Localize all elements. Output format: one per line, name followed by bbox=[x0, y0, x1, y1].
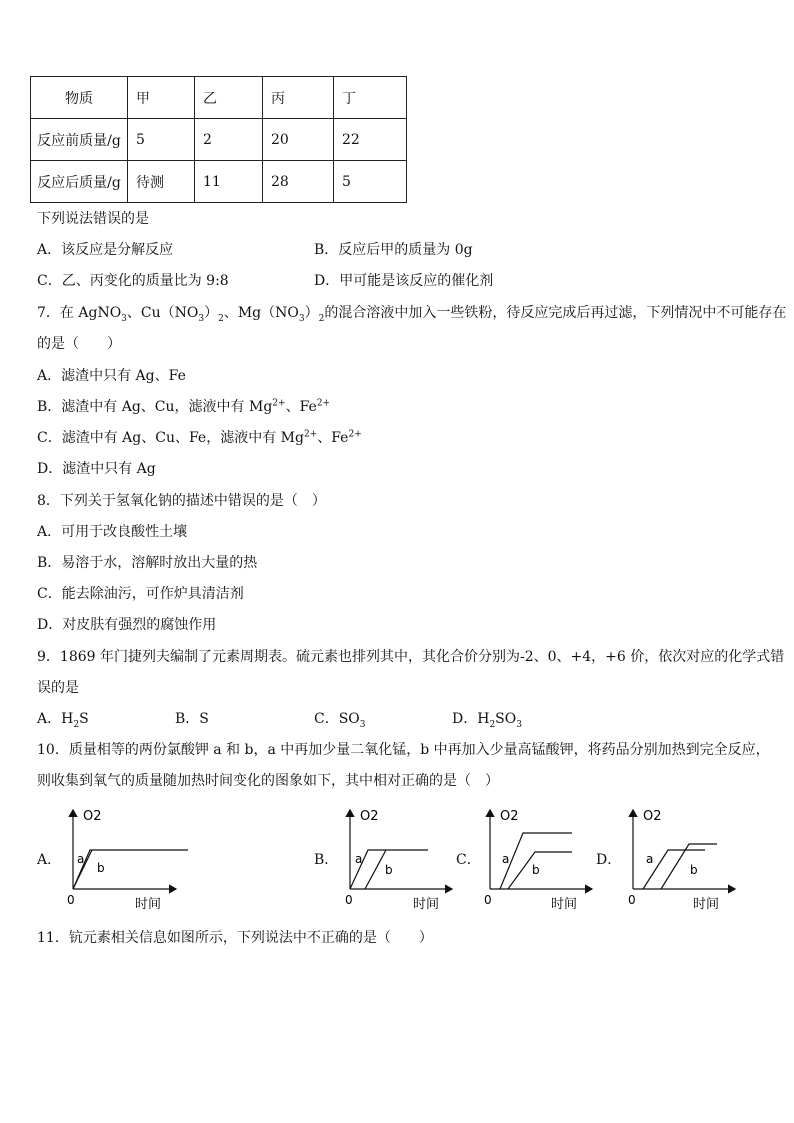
q7-stem-text: 的混合溶液中加入一些铁粉，待反应完成后再过滤，下列情况中不可能存在 bbox=[324, 305, 787, 321]
graph-d-label: D． bbox=[596, 852, 622, 868]
y-axis-label: O2 bbox=[500, 809, 519, 824]
table-cell: 22 bbox=[334, 119, 407, 161]
q10-stem-line2: 则收集到氧气的质量随加热时间变化的图象如下，其中相对正确的是（ ） bbox=[37, 773, 499, 789]
table-cell: 反应前质量/g bbox=[31, 119, 128, 161]
q7-option-c-text: 、Fe bbox=[317, 430, 349, 446]
table-cell: 11 bbox=[195, 161, 263, 203]
curve-b-label: b bbox=[532, 863, 540, 877]
origin-label: 0 bbox=[67, 893, 75, 907]
graph-a bbox=[67, 809, 188, 912]
q9-option-d-text: D．H bbox=[452, 711, 490, 727]
subscript: 3 bbox=[298, 313, 305, 324]
graph-a-label: A． bbox=[37, 852, 62, 868]
subscript: 2 bbox=[73, 719, 80, 730]
origin-label: 0 bbox=[628, 893, 636, 907]
q9-option-a-text: A．H bbox=[37, 711, 74, 727]
table-cell: 丙 bbox=[263, 77, 334, 119]
q9-option-d bbox=[452, 709, 522, 729]
graph-c bbox=[484, 809, 592, 912]
q7-stem-text: 、Mg（NO bbox=[223, 305, 299, 321]
q6-option-d: D．甲可能是该反应的催化剂 bbox=[314, 273, 494, 289]
x-axis-label: 时间 bbox=[135, 897, 162, 912]
q7-number: 7． bbox=[37, 305, 60, 321]
y-axis-label: O2 bbox=[643, 809, 662, 824]
q6-stem: 下列说法错误的是 bbox=[37, 211, 149, 227]
table-cell: 5 bbox=[128, 119, 195, 161]
q9-stem-line2: 误的是 bbox=[37, 680, 79, 696]
q6-option-b: B．反应后甲的质量为 0g bbox=[314, 242, 473, 258]
table-cell: 反应后质量/g bbox=[31, 161, 128, 203]
mass-table bbox=[30, 76, 407, 203]
table-cell: 甲 bbox=[128, 77, 195, 119]
table-header-row bbox=[31, 77, 407, 119]
q9-option-a bbox=[37, 709, 89, 729]
graph-b-label: B． bbox=[314, 852, 339, 868]
table-cell: 5 bbox=[334, 161, 407, 203]
q8-option-b: B．易溶于水，溶解时放出大量的热 bbox=[37, 555, 258, 571]
q7-option-c bbox=[37, 428, 362, 448]
q9-option-c-text: C．SO bbox=[314, 711, 360, 727]
table-cell: 待测 bbox=[128, 161, 195, 203]
curve-a-label: a bbox=[355, 852, 363, 866]
origin-label: 0 bbox=[345, 893, 353, 907]
graph-b bbox=[345, 809, 452, 912]
q9-option-d-text: SO bbox=[495, 711, 517, 727]
q6-option-c: C．乙、丙变化的质量比为 9:8 bbox=[37, 273, 229, 289]
curve-a bbox=[73, 850, 188, 889]
curve-a bbox=[500, 833, 572, 889]
superscript: 2+ bbox=[303, 429, 318, 440]
curve-b-label: b bbox=[97, 861, 105, 875]
curve-a-label: a bbox=[77, 852, 85, 866]
q9-option-b: B．S bbox=[175, 711, 209, 727]
q6-option-a: A．该反应是分解反应 bbox=[37, 242, 174, 258]
q9-option-a-text: S bbox=[79, 711, 89, 727]
q7-option-a: A．滤渣中只有 Ag、Fe bbox=[37, 368, 186, 384]
q7-option-c-text: C．滤渣中有 Ag、Cu、Fe，滤液中有 Mg bbox=[37, 430, 304, 446]
q9-stem: 9．1869 年门捷列夫编制了元素周期表。硫元素也排列其中，其化合价分别为-2、0、+4，+6 价，依次对应的化学式错 bbox=[37, 649, 785, 665]
subscript: 3 bbox=[359, 719, 366, 730]
q7-stem-line2: 的是（ ） bbox=[37, 336, 121, 352]
q7-option-d: D．滤渣中只有 Ag bbox=[37, 461, 156, 477]
curve-b-label: b bbox=[385, 863, 393, 877]
superscript: 2+ bbox=[316, 398, 331, 409]
subscript: 3 bbox=[121, 313, 127, 324]
table-cell: 乙 bbox=[195, 77, 263, 119]
subscript: 2 bbox=[218, 313, 224, 324]
q8-option-d: D．对皮肤有强烈的腐蚀作用 bbox=[37, 617, 217, 633]
y-axis-label: O2 bbox=[83, 809, 102, 824]
origin-label: 0 bbox=[484, 893, 492, 907]
graph-d bbox=[628, 809, 735, 912]
q10-stem: 10．质量相等的两份氯酸钾 a 和 b，a 中再加少量二氧化锰，b 中再加入少量高锰酸钾，将药品分别加热到完全反应， bbox=[37, 742, 770, 758]
q7-option-b-text: 、Fe bbox=[285, 399, 317, 415]
superscript: 2+ bbox=[272, 398, 286, 409]
q8-option-c: C．能去除油污，可作炉具清洁剂 bbox=[37, 586, 244, 602]
q9-option-c bbox=[314, 709, 366, 729]
curve-b-label: b bbox=[690, 863, 698, 877]
x-axis-label: 时间 bbox=[693, 897, 720, 912]
q7-stem-text: ） bbox=[204, 305, 219, 321]
x-axis-label: 时间 bbox=[413, 897, 440, 912]
subscript: 3 bbox=[198, 313, 205, 324]
x-axis-label: 时间 bbox=[551, 897, 578, 912]
superscript: 2+ bbox=[348, 429, 362, 440]
subscript: 2 bbox=[489, 719, 496, 730]
q7-stem-text: ） bbox=[304, 305, 319, 321]
curve-b bbox=[508, 852, 572, 889]
q11-stem: 11．钪元素相关信息如图所示，下列说法中不正确的是（ ） bbox=[37, 930, 433, 946]
table-cell: 2 bbox=[195, 119, 263, 161]
q8-stem: 8．下列关于氢氧化钠的描述中错误的是（ ） bbox=[37, 493, 326, 509]
subscript: 3 bbox=[516, 719, 522, 730]
q7-stem-text: 、Cu（NO bbox=[126, 305, 199, 321]
q7-stem-text: 在 AgNO bbox=[59, 305, 122, 321]
q7-option-b-text: B．滤渣中有 Ag、Cu，滤液中有 Mg bbox=[37, 399, 273, 415]
y-axis-label: O2 bbox=[360, 809, 379, 824]
q7-stem bbox=[37, 303, 786, 323]
subscript: 2 bbox=[318, 313, 325, 324]
table-cell: 28 bbox=[263, 161, 334, 203]
curve-a-label: a bbox=[502, 852, 510, 866]
table-cell: 丁 bbox=[334, 77, 407, 119]
graph-c-label: C． bbox=[456, 852, 481, 868]
curve-a-label: a bbox=[646, 852, 654, 866]
table-cell: 物质 bbox=[31, 77, 128, 119]
q7-option-b bbox=[37, 397, 330, 417]
table-row bbox=[31, 161, 407, 203]
curve-b bbox=[365, 850, 386, 889]
table-cell: 20 bbox=[263, 119, 334, 161]
curve-b bbox=[661, 844, 717, 889]
q8-option-a: A．可用于改良酸性土壤 bbox=[37, 524, 188, 540]
table-row bbox=[31, 119, 407, 161]
q10-graphs bbox=[0, 800, 794, 920]
